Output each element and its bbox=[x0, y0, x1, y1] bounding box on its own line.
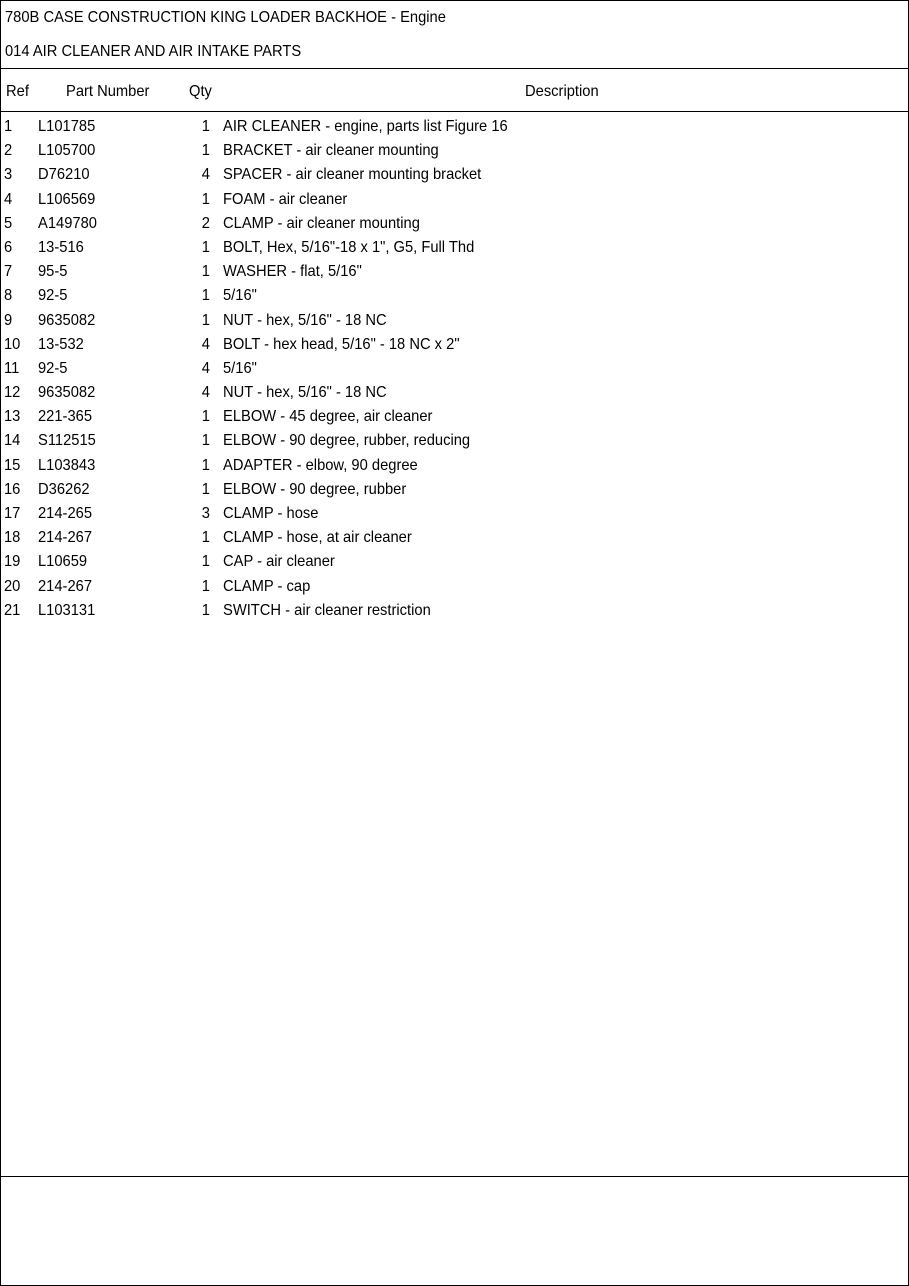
row-description: ELBOW - 90 degree, rubber, reducing bbox=[223, 432, 471, 450]
table-row bbox=[1, 430, 908, 454]
row-description: CAP - air cleaner bbox=[223, 553, 335, 571]
row-description: ELBOW - 90 degree, rubber bbox=[223, 480, 407, 498]
row-ref: 1 bbox=[4, 118, 13, 135]
table-row bbox=[1, 358, 908, 382]
row-ref: 2 bbox=[4, 142, 13, 160]
row-part-number: L101785 bbox=[38, 118, 96, 135]
table-row bbox=[1, 576, 908, 600]
row-part-number: L103843 bbox=[38, 456, 96, 474]
table-row bbox=[1, 503, 908, 527]
row-qty: 4 bbox=[201, 335, 210, 353]
column-header-divider bbox=[1, 111, 908, 112]
row-part-number: S112515 bbox=[38, 432, 96, 450]
row-part-number: 13-516 bbox=[38, 238, 84, 256]
row-description: BOLT, Hex, 5/16"-18 x 1", G5, Full Thd bbox=[223, 238, 475, 256]
row-ref: 4 bbox=[4, 190, 13, 208]
table-row bbox=[1, 164, 908, 188]
table-row bbox=[1, 285, 908, 309]
row-ref: 14 bbox=[4, 432, 21, 450]
row-qty: 3 bbox=[201, 505, 210, 522]
row-ref: 15 bbox=[4, 456, 21, 474]
row-part-number: D76210 bbox=[38, 166, 90, 184]
table-row bbox=[1, 140, 908, 164]
row-description: CLAMP - hose, at air cleaner bbox=[223, 529, 412, 547]
row-ref: 11 bbox=[4, 359, 20, 377]
row-description: NUT - hex, 5/16" - 18 NC bbox=[223, 311, 387, 329]
table-row bbox=[1, 116, 908, 140]
row-description: ADAPTER - elbow, 90 degree bbox=[223, 456, 418, 474]
parts-table-body bbox=[1, 116, 908, 624]
table-row bbox=[1, 334, 908, 358]
row-qty: 1 bbox=[201, 480, 210, 498]
header-divider bbox=[1, 68, 908, 69]
row-part-number: 92-5 bbox=[38, 359, 68, 377]
row-description: CLAMP - air cleaner mounting bbox=[223, 214, 420, 232]
column-header-description: Description bbox=[525, 83, 599, 100]
row-ref: 20 bbox=[4, 577, 21, 595]
row-part-number: 9635082 bbox=[38, 384, 96, 402]
row-part-number: 13-532 bbox=[38, 335, 84, 353]
page-title: 780B CASE CONSTRUCTION KING LOADER BACKHOE - Engine bbox=[5, 9, 446, 26]
row-description: SWITCH - air cleaner restriction bbox=[223, 601, 431, 619]
section-title: 014 AIR CLEANER AND AIR INTAKE PARTS bbox=[5, 43, 302, 60]
row-qty: 1 bbox=[201, 553, 210, 571]
footer-divider bbox=[1, 1176, 908, 1177]
table-row bbox=[1, 406, 908, 430]
table-row bbox=[1, 479, 908, 503]
row-ref: 8 bbox=[4, 287, 13, 305]
row-ref: 6 bbox=[4, 238, 13, 256]
row-part-number: L106569 bbox=[38, 190, 96, 208]
row-description: SPACER - air cleaner mounting bracket bbox=[223, 166, 482, 184]
row-part-number: 92-5 bbox=[38, 287, 68, 305]
row-part-number: 95-5 bbox=[38, 263, 68, 281]
table-row bbox=[1, 213, 908, 237]
row-qty: 1 bbox=[201, 432, 210, 450]
row-qty: 4 bbox=[201, 384, 210, 402]
row-ref: 12 bbox=[4, 384, 21, 402]
row-qty: 1 bbox=[201, 118, 210, 135]
table-row bbox=[1, 237, 908, 261]
row-qty: 1 bbox=[201, 408, 210, 426]
row-part-number: L105700 bbox=[38, 142, 96, 160]
row-ref: 17 bbox=[4, 505, 21, 522]
column-header-qty: Qty bbox=[189, 83, 212, 100]
row-qty: 1 bbox=[201, 190, 210, 208]
table-row bbox=[1, 600, 908, 624]
row-description: NUT - hex, 5/16" - 18 NC bbox=[223, 384, 387, 402]
column-header-ref: Ref bbox=[6, 83, 29, 100]
row-part-number: 9635082 bbox=[38, 311, 96, 329]
row-ref: 3 bbox=[4, 166, 13, 184]
row-description: AIR CLEANER - engine, parts list Figure 16 bbox=[223, 118, 508, 135]
row-qty: 2 bbox=[201, 214, 210, 232]
row-ref: 5 bbox=[4, 214, 13, 232]
row-ref: 9 bbox=[4, 311, 13, 329]
row-ref: 7 bbox=[4, 263, 13, 281]
row-description: 5/16" bbox=[223, 287, 257, 305]
row-qty: 1 bbox=[201, 311, 210, 329]
table-row bbox=[1, 189, 908, 213]
row-ref: 18 bbox=[4, 529, 21, 547]
row-ref: 21 bbox=[4, 601, 21, 619]
row-qty: 1 bbox=[201, 287, 210, 305]
row-description: WASHER - flat, 5/16" bbox=[223, 263, 362, 281]
row-part-number: 221-365 bbox=[38, 408, 93, 426]
row-qty: 1 bbox=[201, 456, 210, 474]
row-description: BRACKET - air cleaner mounting bbox=[223, 142, 439, 160]
row-part-number: 214-267 bbox=[38, 577, 93, 595]
row-description: ELBOW - 45 degree, air cleaner bbox=[223, 408, 433, 426]
row-qty: 1 bbox=[201, 577, 210, 595]
table-row bbox=[1, 527, 908, 551]
row-part-number: 214-265 bbox=[38, 505, 93, 522]
row-ref: 13 bbox=[4, 408, 21, 426]
row-qty: 1 bbox=[201, 601, 210, 619]
column-header-part-number: Part Number bbox=[66, 83, 150, 100]
row-qty: 4 bbox=[201, 359, 210, 377]
table-row bbox=[1, 310, 908, 334]
row-ref: 16 bbox=[4, 480, 21, 498]
table-row bbox=[1, 261, 908, 285]
row-qty: 1 bbox=[201, 263, 210, 281]
row-part-number: L103131 bbox=[38, 601, 96, 619]
row-description: 5/16" bbox=[223, 359, 257, 377]
row-ref: 10 bbox=[4, 335, 21, 353]
row-qty: 1 bbox=[201, 529, 210, 547]
row-description: BOLT - hex head, 5/16" - 18 NC x 2" bbox=[223, 335, 460, 353]
row-qty: 1 bbox=[201, 238, 210, 256]
table-row bbox=[1, 382, 908, 406]
table-row bbox=[1, 455, 908, 479]
table-row bbox=[1, 551, 908, 575]
row-part-number: A149780 bbox=[38, 214, 97, 232]
row-description: CLAMP - cap bbox=[223, 577, 311, 595]
row-description: CLAMP - hose bbox=[223, 505, 319, 522]
row-ref: 19 bbox=[4, 553, 21, 571]
row-part-number: L10659 bbox=[38, 553, 88, 571]
row-part-number: D36262 bbox=[38, 480, 90, 498]
row-qty: 1 bbox=[201, 142, 210, 160]
row-part-number: 214-267 bbox=[38, 529, 93, 547]
row-description: FOAM - air cleaner bbox=[223, 190, 348, 208]
row-qty: 4 bbox=[201, 166, 210, 184]
